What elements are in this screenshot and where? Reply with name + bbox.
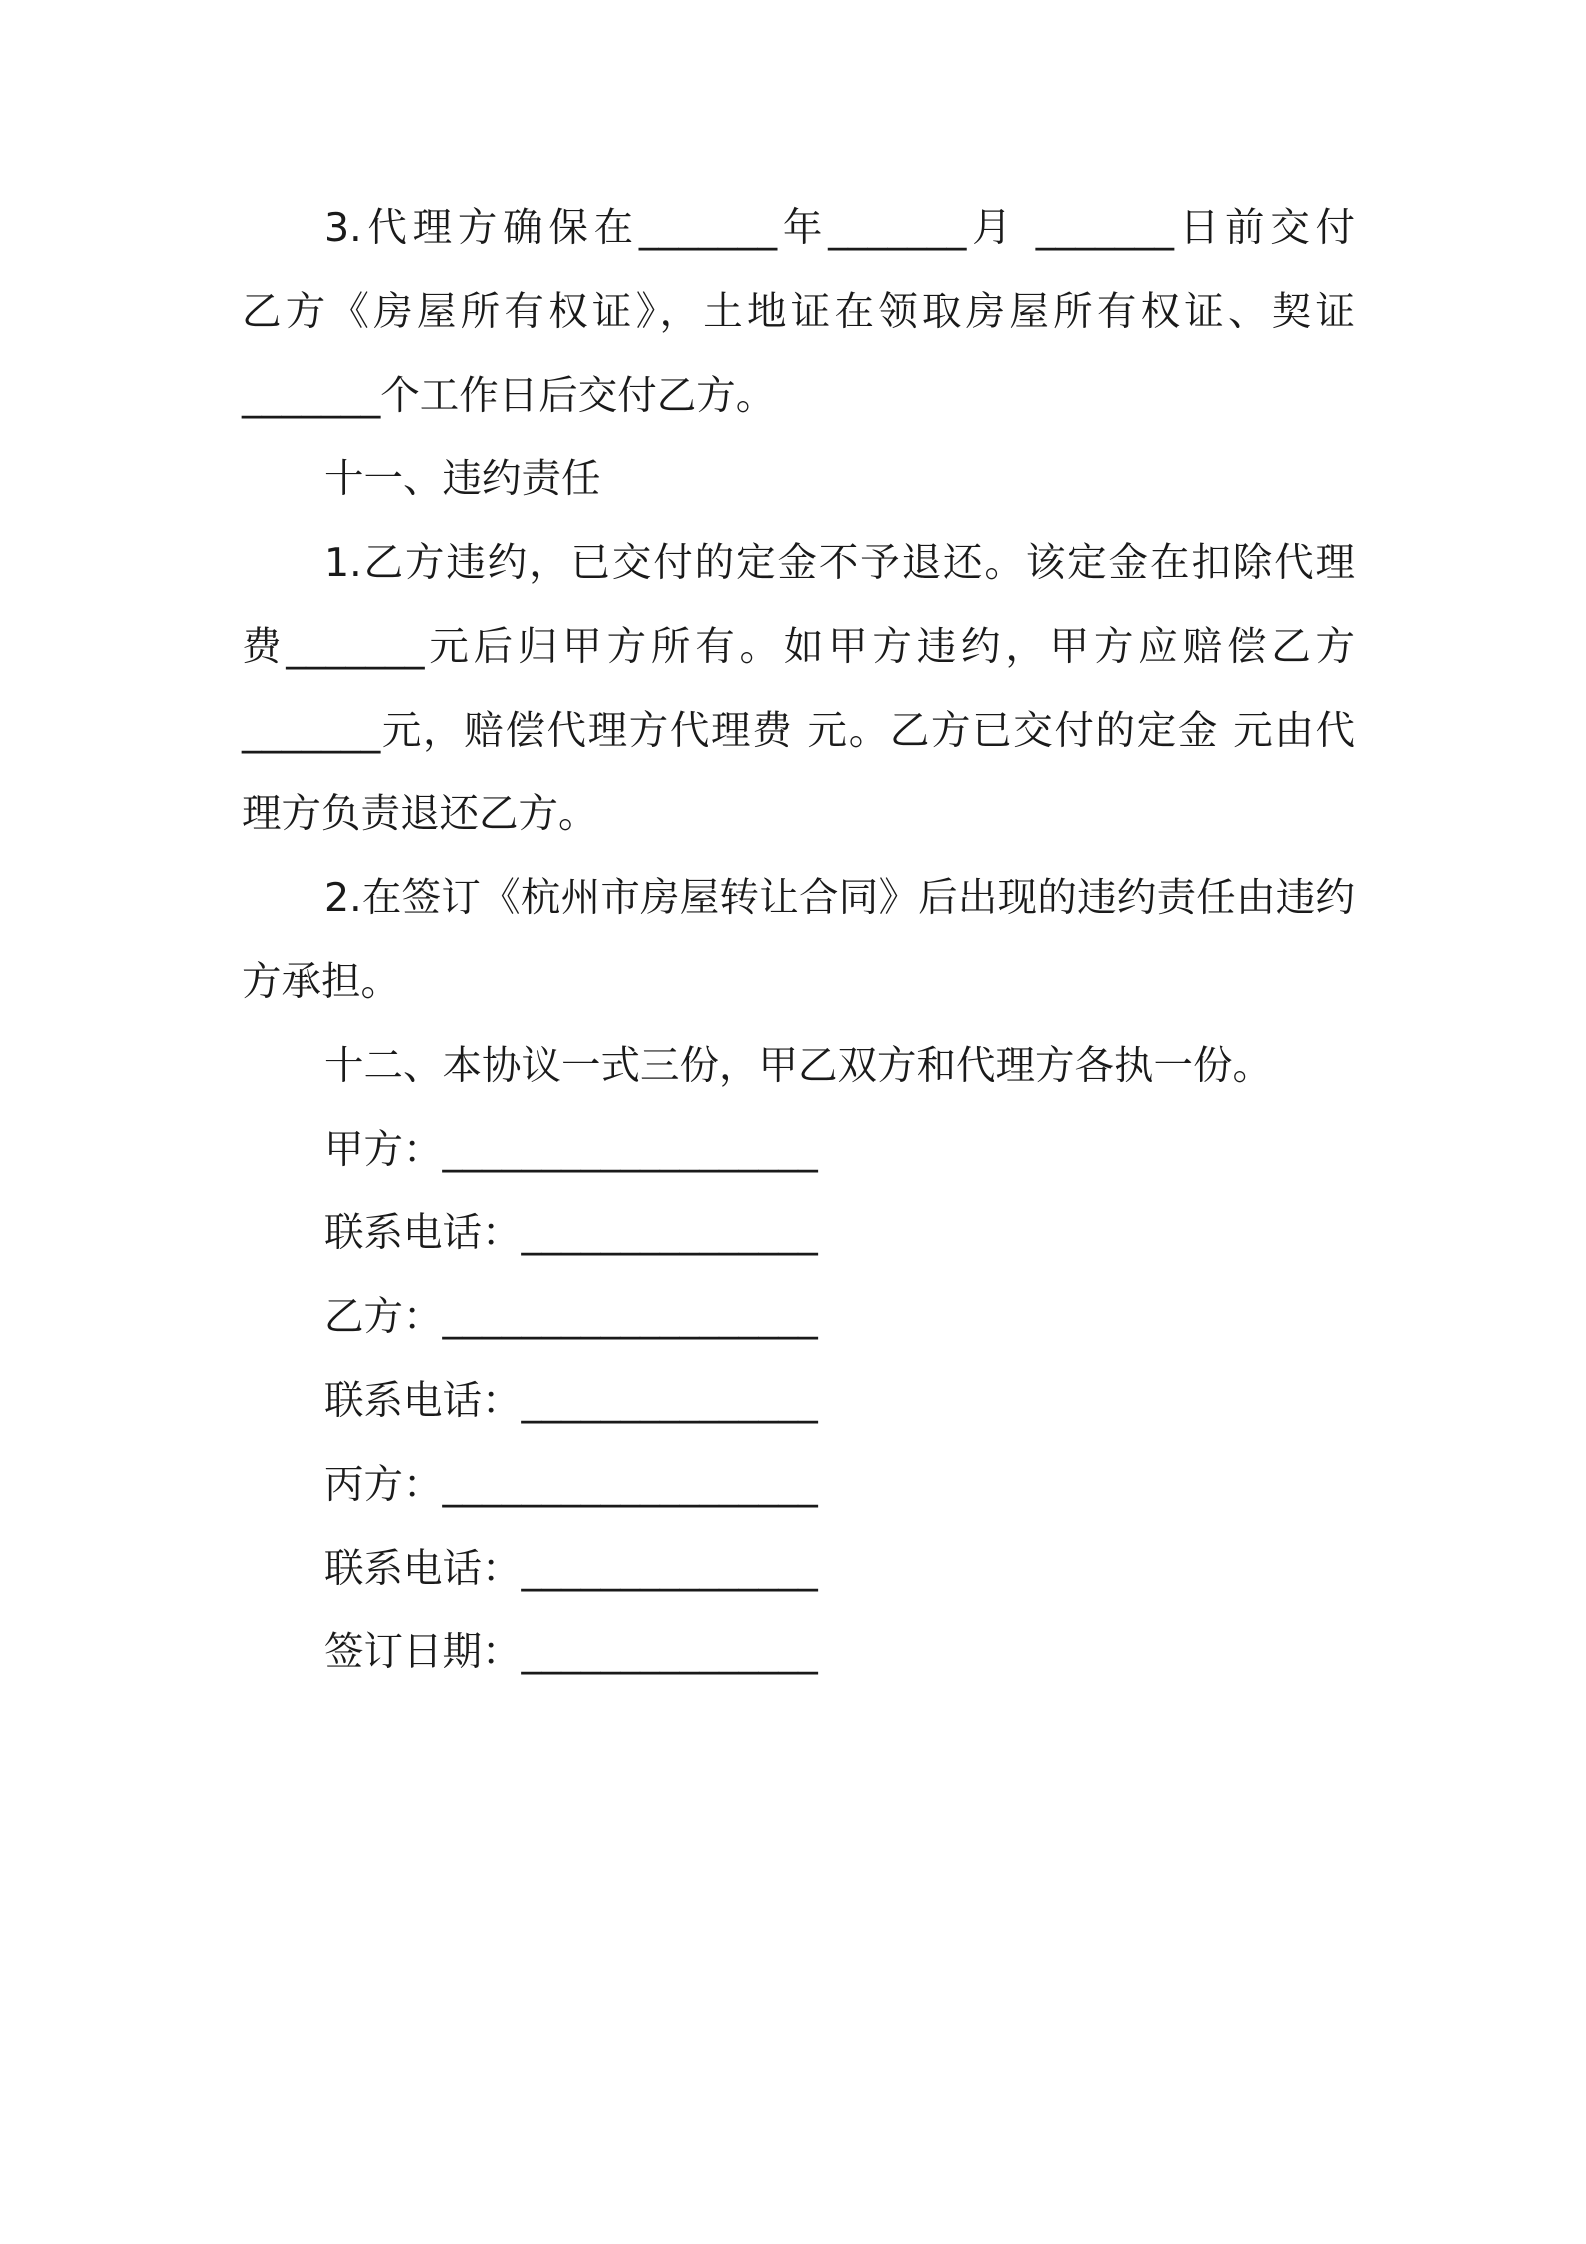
signature-party-a-phone	[324, 1205, 818, 1261]
item-1-line-2: 费_______元后归甲方所有。如甲方违约，甲方应赔偿乙方	[242, 624, 1355, 670]
signature-blank: _______________	[521, 1629, 818, 1675]
signature-party-c-phone	[324, 1541, 818, 1597]
item-1-line-4: 理方负责退还乙方。	[242, 791, 598, 837]
signature-blank: _______________	[521, 1546, 818, 1592]
signature-date	[324, 1624, 818, 1680]
signature-blank: _______________	[521, 1378, 818, 1424]
clause-3-line-1: 3.代理方确保在_______年_______月 _______日前交付	[324, 205, 1355, 251]
section-12-text: 十二、本协议一式三份，甲乙双方和代理方各执一份。	[324, 1043, 1272, 1089]
signature-label: 甲方：	[324, 1127, 443, 1173]
signature-party-b-phone	[324, 1373, 818, 1429]
item-1-line-1: 1.乙方违约，已交付的定金不予退还。该定金在扣除代理	[324, 540, 1355, 586]
signature-blank: ___________________	[442, 1127, 818, 1173]
signature-party-a	[324, 1122, 818, 1178]
item-2-line-1: 2.在签订《杭州市房屋转让合同》后出现的违约责任由违约	[324, 875, 1355, 921]
clause-3-line-2: 乙方《房屋所有权证》，土地证在领取房屋所有权证、契证	[242, 289, 1355, 335]
signature-label: 签订日期：	[324, 1629, 522, 1675]
signature-blank: _______________	[521, 1210, 818, 1256]
signature-label: 联系电话：	[324, 1546, 522, 1592]
clause-3-line-3: _______个工作日后交付乙方。	[242, 373, 776, 419]
signature-label: 丙方：	[324, 1462, 443, 1508]
item-1-line-3: _______元，赔偿代理方代理费 元。乙方已交付的定金 元由代	[242, 708, 1355, 754]
item-2-line-2: 方承担。	[242, 959, 400, 1005]
signature-blank: ___________________	[442, 1462, 818, 1508]
signature-label: 乙方：	[324, 1294, 443, 1340]
signature-party-c	[324, 1457, 818, 1513]
signature-party-b	[324, 1289, 818, 1345]
signature-blank: ___________________	[442, 1294, 818, 1340]
signature-label: 联系电话：	[324, 1378, 522, 1424]
section-11-heading: 十一、违约责任	[324, 456, 601, 502]
signature-label: 联系电话：	[324, 1210, 522, 1256]
